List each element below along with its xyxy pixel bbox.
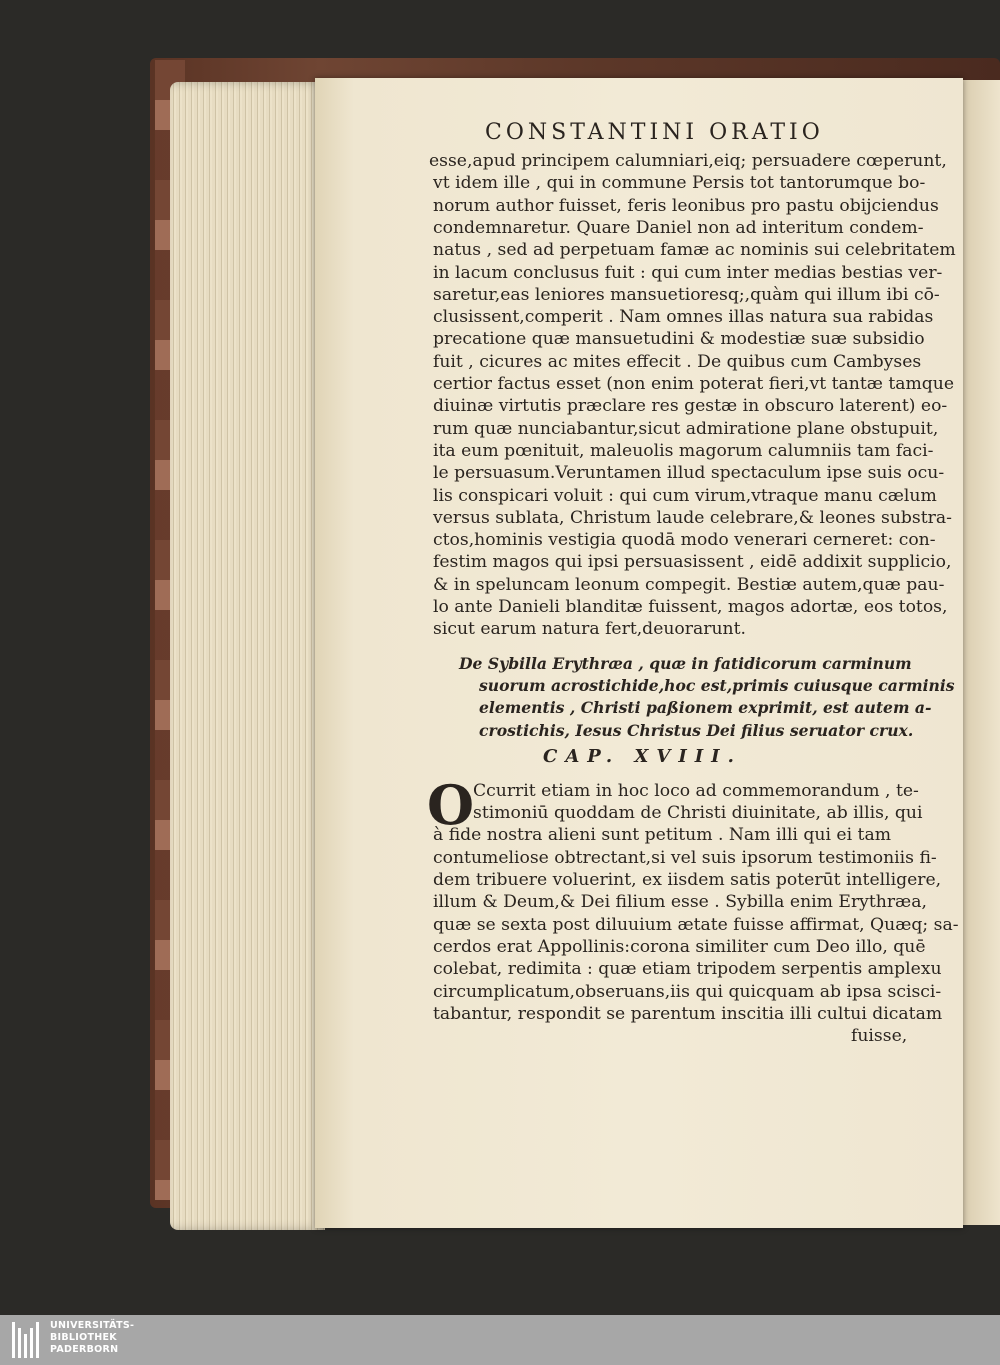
rubric-line: suorum acrostichide,hoc est,primis cuiusque carminis — [479, 675, 955, 695]
chapter-line: contumeliose obtrectant,si vel suis ipsorum testimoniis fi- — [433, 847, 937, 868]
chapter-line: tabantur, respondit se parentum inscitia illi cultui dicatam — [433, 1003, 943, 1024]
body-line: in lacum conclusus fuit : qui cum inter medias bestias ver- — [433, 262, 943, 283]
body-line: ctos,hominis vestigia quodā modo venerari cerneret: con- — [433, 530, 936, 551]
body-line: precatione quæ mansuetudini & modestiæ suæ subsidio — [433, 329, 925, 350]
body-line: saretur,eas leniores mansuetioresq;,quàm qui illum ibi cō- — [433, 284, 940, 305]
body-line: versus sublata, Christum laude celebrare,& leones substra- — [433, 507, 952, 528]
chapter-line: Ccurrit etiam in hoc loco ad commemorandum , te- — [473, 780, 919, 801]
library-name — [50, 1320, 134, 1356]
body-line: clusissent,comperit . Nam omnes illas natura sua rabidas — [433, 307, 934, 328]
chapter-line: colebat, redimita : quæ etiam tripodem serpentis amplexu — [433, 959, 942, 980]
chapter-line: stimoniū quoddam de Christi diuinitate, ab illis, qui — [473, 803, 923, 824]
facing-page-edge — [960, 80, 1000, 1225]
drop-capital: O — [427, 772, 475, 837]
body-line: norum author fuisset, feris leonibus pro pastu obijciendus — [433, 195, 939, 216]
rubric-line: De Sybilla Erythræa , quæ in fatidicorum carminum — [459, 653, 912, 673]
chapter-line: illum & Deum,& Dei filium esse . Sybilla enim Erythræa, — [433, 892, 927, 913]
library-logo-icon — [12, 1322, 48, 1358]
chapter-line: quæ se sexta post diluuium ætate fuisse affirmat, Quæq; sa- — [433, 914, 959, 935]
running-title: CONSTANTINI ORATIO — [485, 120, 824, 145]
body-line: condemnaretur. Quare Daniel non ad interitum condem- — [433, 217, 924, 238]
rubric-line: elementis , Christi paßionem exprimit, est autem a- — [479, 698, 932, 718]
chapter-heading: CAP. XVIII. — [543, 745, 742, 767]
body-line: diuinæ virtutis præclare res gestæ in obscuro laterent) eo- — [433, 396, 948, 417]
body-line: lo ante Danieli blanditæ fuissent, magos adortæ, eos totos, — [433, 597, 948, 617]
catchword: fuisse, — [851, 1026, 908, 1047]
library-footer — [0, 1315, 1000, 1365]
chapter-line: circumplicatum,obseruans,iis qui quicquam ab ipsa scisci- — [433, 981, 942, 1002]
body-line: certior factus esset (non enim poterat fieri,vt tantæ tamque — [433, 374, 955, 394]
chapter-line: dem tribuere voluerint, ex iisdem satis poterūt intelligere, — [433, 870, 942, 890]
body-line: fuit , cicures ac mites effecit . De quibus cum Cambyses — [433, 351, 922, 372]
body-line: vt idem ille , qui in commune Persis tot tantorumque bo- — [433, 173, 926, 194]
body-line: sicut earum natura fert,deuorarunt. — [433, 619, 746, 640]
body-line: rum quæ nunciabantur,sicut admiratione plane obstupuit, — [433, 418, 939, 439]
body-line: lis conspicari voluit : qui cum virum,vtraque manu cælum — [433, 485, 937, 506]
library-name-line3: PADERBORN — [50, 1344, 119, 1355]
book-page — [315, 78, 963, 1228]
chapter-line: à fide nostra alieni sunt petitum . Nam illi qui ei tam — [433, 825, 892, 846]
chapter-line: cerdos erat Appollinis:corona similiter cum Deo illo, quē — [433, 936, 926, 957]
library-name-line1: UNIVERSITÄTS- — [50, 1320, 135, 1331]
page-block-edge — [170, 82, 325, 1230]
body-line: natus , sed ad perpetuam famæ ac nominis sui celebritatem — [433, 240, 956, 261]
library-name-line2: BIBLIOTHEK — [50, 1332, 117, 1343]
body-line: & in speluncam leonum compegit. Bestiæ autem,quæ pau- — [433, 574, 945, 595]
body-line: esse,apud principem calumniari,eiq; persuadere cœperunt, — [429, 151, 947, 171]
body-line: festim magos qui ipsi persuasissent , eidē addixit supplicio, — [433, 552, 952, 573]
body-line: ita eum pœnituit, maleuolis magorum calumniis tam faci- — [433, 440, 934, 461]
body-line: le persuasum.Veruntamen illud spectaculum ipse suis ocu- — [433, 463, 945, 484]
rubric-line: crostichis, Iesus Christus Dei filius seruator crux. — [479, 720, 914, 740]
